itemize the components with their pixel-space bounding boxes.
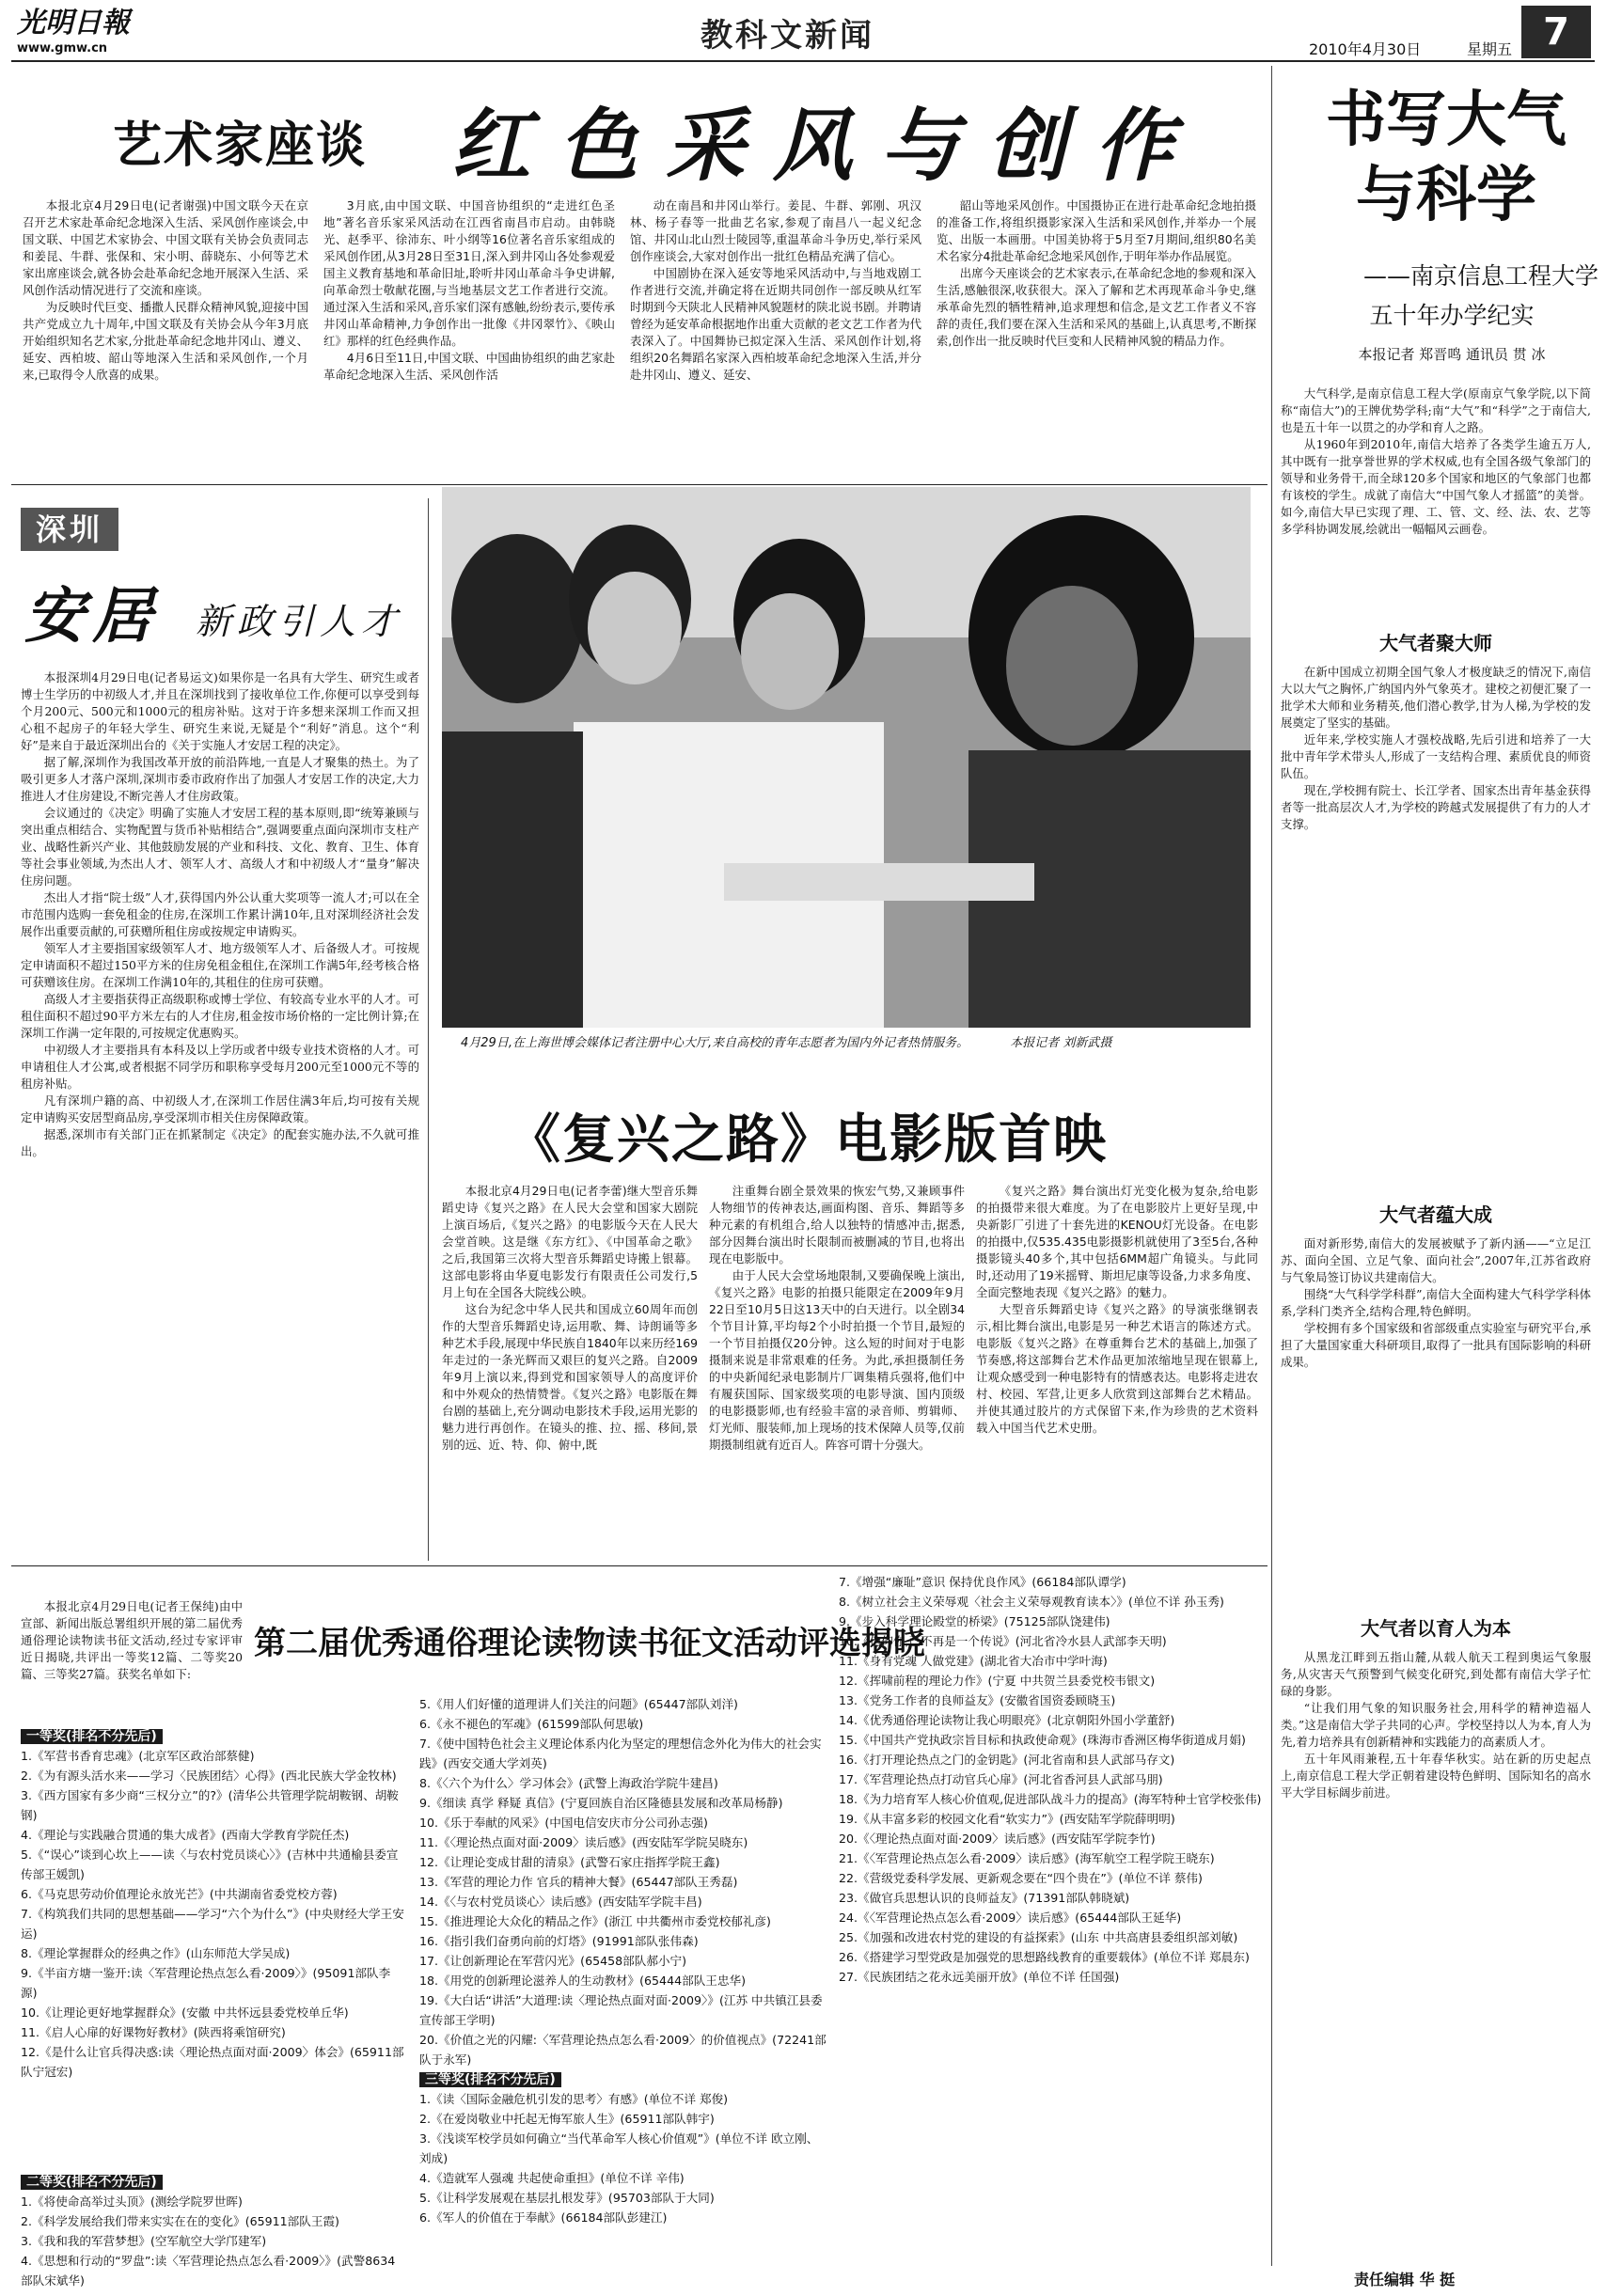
paragraph: 这台为纪念中华人民共和国成立60周年而创作的大型音乐舞蹈史诗,运用歌、舞、诗朗诵等多种艺术手段,展现中华民族自1840年以来历经169年走过的一条光辉而又艰巨的复兴之路。自2009年9月上演以来,得到党和国家领导人的高度评价和中外观众的热情赞誉。《复兴之路》电影版在舞台剧的基础上,充分调动电影技术手段,运用光影的魅力进行再创作。在镜头的推、拉、摇、移间,景别的远、近、特、仰、俯中,既 xyxy=(442,1302,698,1452)
list-item: 10.《乐于奉献的风采》(中国电信安庆市分公司孙志强) xyxy=(419,1816,708,1830)
photo-illustration xyxy=(442,487,1251,1028)
website-url: www.gmw.cn xyxy=(17,41,108,55)
right-feature-intro xyxy=(1281,385,1591,611)
paragraph: 据悉,深圳市有关部门正在抓紧制定《决定》的配套实施办法,不久就可推出。 xyxy=(21,1127,419,1158)
list-item: 18.《用党的创新理论滋养人的生动教材》(65444部队王忠华) xyxy=(419,1974,746,1988)
masthead-rule xyxy=(11,60,1595,62)
list-item: 17.《军营理论热点打动官兵心扉》(河北省香河县人武部马朋) xyxy=(839,1772,1163,1786)
fuxing-article-col3 xyxy=(976,1183,1258,1559)
paragraph: 韶山等地采风创作。中国摄协正在进行赴革命纪念地拍摄的准备工作,将组织摄影家深入生活和采风创作,并举办一个展览、出版一本画册。中国美协将于5月至7月期间,组织80名美术名家分4批赴革命纪念地采风创作,于明年举办作品展览。 xyxy=(937,198,1256,263)
list-item: 11.《启人心扉的好课物好教材》(陕西将乘馆研究) xyxy=(21,2025,286,2039)
art-article-col2 xyxy=(323,197,615,480)
paragraph: 本报北京4月29日电(记者李蕾)继大型音乐舞蹈史诗《复兴之路》在人民大会堂和国家大剧院上演百场后,《复兴之路》的电影版今天在人民大会堂首映。这是继《东方红》、《中国革命之歌》之后,我国第三次将大型音乐舞蹈史诗搬上银幕。这部电影将由华夏电影发行有限责任公司发行,5月上旬在全国各大院线公映。 xyxy=(442,1184,698,1299)
paragraph: 本报深圳4月29日电(记者易运文)如果你是一名具有大学生、研究生或者博士生学历的中初级人才,并且在深圳找到了接收单位工作,你便可以享受到每个月200元、500元和1000元的租房补贴。这对于许多想来深圳工作而又担心租不起房子的年轻大学生、研究生来说,无疑是个“利好”消息。这个“利好”是来自于最近深圳出台的《关于实施人才安居工程的决定》。 xyxy=(21,670,419,752)
list-item: 3.《西方国家有多少商“三权分立”的?》(清华公共管理学院胡鞍钢、胡鞍钢) xyxy=(21,1788,399,1822)
list-item: 16.《指引我们奋勇向前的灯塔》(91991部队张伟森) xyxy=(419,1934,699,1948)
paragraph: 会议通过的《决定》明确了实施人才安居工程的基本原则,即“统筹兼顾与突出重点相结合、实物配置与货币补贴相结合”,强调要重点面向深圳市支柱产业、战略性新兴产业、其他鼓励发展的产业和科技、文化、教育、卫生、体育等社会事业领域,为杰出人才、领军人才、高级人才和中初级人才“量身”解决住房问题。 xyxy=(21,806,419,888)
shenzhen-title-main: 安居 xyxy=(24,581,160,652)
list-item: 7.《构筑我们共同的思想基础——学习“六个为什么”》(中央财经大学王安运) xyxy=(21,1907,404,1941)
list-item: 12.《是什么让官兵得决惑:读〈理论热点面对面·2009〉体会》(65911部队宁冠宏) xyxy=(21,2045,404,2079)
list-item: 4.《思想和行动的“罗盘”:读〈军营理论热点怎么看·2009〉》(武警8634部队宋斌华) xyxy=(21,2254,396,2288)
photo-credit: 本报记者 刘新武摄 xyxy=(1010,1036,1112,1050)
paragraph: 3月底,由中国文联、中国音协组织的“走进红色圣地”著名音乐家采风活动在江西省南昌市启动。由韩晓光、赵季平、徐沛东、叶小纲等16位著名音乐家组成的采风创作团,从3月28日至31日,深入到井冈山各处参观爱国主义教育基地和革命旧址,聆听井冈山革命斗争史讲解,向革命烈士敬献花圈,与当地基层文艺工作者进行交流。通过深入生活和采风,音乐家们深有感触,纷纷表示,要传承井冈山革命精神,力争创作出一批像《井冈翠竹》、《映山红》那样的红色经典作品。 xyxy=(323,198,615,348)
list-item: 17.《让创新理论在军营闪光》(65458部队郝小宁) xyxy=(419,1954,687,1968)
list-item: 18.《为力培育军人核心价值观,促进部队战斗力的提高》(海军特种士官学校张伟) xyxy=(839,1792,1262,1806)
first-prize-label: 一等奖(排名不分先后) xyxy=(21,1729,163,1744)
list-item: 5.《让科学发展观在基层扎根发芽》(95703部队于大同) xyxy=(419,2191,715,2205)
column-separator-right xyxy=(1271,66,1272,2266)
list-item: 3.《浅谈军校学员如何确立“当代革命军人核心价值观”》(单位不详 欧立刚、刘成) xyxy=(419,2131,819,2165)
list-item: 2.《在爱岗敬业中托起无悔军旅人生》(65911部队韩宇) xyxy=(419,2112,715,2126)
paragraph: 中初级人才主要指具有本科及以上学历或者中级专业技术资格的人才。可申请租住人才公寓,或者根据不同学历和职称享受每月200元至1000元不等的租房补贴。 xyxy=(21,1043,419,1091)
list-item: 21.《〈军营理论热点怎么看·2009〉读后感》(海军航空工程学院王晓东) xyxy=(839,1851,1215,1865)
paragraph: 据了解,深圳作为我国改革开放的前沿阵地,一直是人才聚集的热土。为了吸引更多人才落户深圳,深圳市委市政府作出了加强人才安居工作的决定,大力推进人才住房建设,不断完善人才住房政策。 xyxy=(21,755,419,803)
section-title: 教科文新闻 xyxy=(701,17,874,55)
right-section-body xyxy=(1281,664,1591,1190)
list-item: 15.《中国共产党执政宗旨目标和执政使命观》(珠海市香洲区梅华街道成月娟) xyxy=(839,1733,1246,1747)
list-item: 8.《树立社会主义荣辱观〈社会主义荣辱观教育读本〉》(单位不详 孙玉秀) xyxy=(839,1595,1224,1609)
essay-contest-intro xyxy=(21,1598,243,1719)
list-item: 5.《“误心”谈到心坎上——读〈与农村党员谈心〉》(吉林中共通榆县委宣传部王媛凯) xyxy=(21,1848,399,1881)
list-item: 14.《〈与农村党员谈心〉读后感》(西安陆军学院丰昌) xyxy=(419,1895,702,1909)
right-feature-subtitle: ——南京信息工程大学 xyxy=(1362,262,1598,290)
list-item: 4.《造就军人强魂 共起使命重担》(单位不详 辛伟) xyxy=(419,2171,685,2185)
editor-credit: 责任编辑 华 挺 xyxy=(1354,2271,1456,2288)
list-item: 6.《马克思劳动价值理论永放光芒》(中共湖南省委党校方蓉) xyxy=(21,1887,338,1901)
list-item: 6.《永不褪色的军魂》(61599部队何思敏) xyxy=(419,1717,644,1731)
title-line: 与科学 xyxy=(1356,161,1536,230)
art-article-col3 xyxy=(630,197,921,480)
paragraph: 中国剧协在深入延安等地采风活动中,与当地戏剧工作者进行交流,并确定将在近期共同创作一部反映从红军时期到今天陕北人民精神风貌题材的陕北说书剧。并聘请曾经为延安革命根据地作出重大贡献的老文艺工作者为代表深入了。中国舞协已拟定深入生活、采风创作计划,将组织20名舞蹈名家深入西柏坡革命纪念地深入生活,并分赴井冈山、遵义、延安、 xyxy=(630,266,921,382)
list-item: 15.《推进理论大众化的精品之作》(浙江 中共衢州市委党校郁礼彦) xyxy=(419,1914,771,1928)
paragraph: 大型音乐舞蹈史诗《复兴之路》的导演张继钢表示,相比舞台演出,电影是另一种艺术语言的陈述方式。电影版《复兴之路》在尊重舞台艺术的基础上,加强了节奏感,将这部舞台艺术作品更加浓缩地呈现在银幕上,让观众感受到一种电影特有的情感表达。电影将走进农村、校园、军营,让更多人欣赏到这部舞台艺术精品。并使其通过胶片的方式保留下来,作为珍贵的艺术资料载入中国当代艺术史册。 xyxy=(976,1302,1258,1435)
list-item: 25.《加强和改进农村党的建设的有益探索》(山东 中共高唐县委组织部刘敏) xyxy=(839,1930,1238,1944)
paragraph: 动在南昌和井冈山举行。姜昆、牛群、郭刚、巩汉林、杨子春等一批曲艺名家,参观了南昌八一起义纪念馆、井冈山北山烈士陵园等,重温革命斗争历史,举行采风创作座谈会,大家对创作出一批红色精品充满了信心。 xyxy=(630,198,921,263)
paragraph: 本报北京4月29日电(记者谢强)中国文联今天在京召开艺术家赴革命纪念地深入生活、采风创作座谈会,中国文联、中国艺术家协会、中国文联有关协会负责同志和姜昆、牛群、张保和、宋小明、薛晓东、小何等艺术家出席座谈会,就各协会赴革命纪念地开展深入生活、采风创作活动情况进行了交流和座谈。 xyxy=(23,198,308,297)
right-section-heading: 大气者蕴大成 xyxy=(1379,1203,1492,1226)
list-item: 7.《增强“廉耻”意识 保持优良作风》(66184部队谭学) xyxy=(839,1575,1126,1589)
list-item: 23.《做官兵思想认识的良师益友》(71391部队韩晓斌) xyxy=(839,1891,1130,1905)
list-item: 8.《〈六个为什么〉学习体会》(武警上海政治学院牛建昌) xyxy=(419,1776,718,1790)
essay-contest-title: 第二届优秀通俗理论读物读书征文活动评选揭晓 xyxy=(254,1625,925,1662)
list-item: 9.《步入科学理论殿堂的桥梁》(75125部队饶建伟) xyxy=(839,1614,1110,1628)
list-item: 20.《〈理论热点面对面·2009〉读后感》(西安陆军学院李竹) xyxy=(839,1832,1156,1846)
list-item: 19.《大白话“讲活”大道理:读〈理论热点面对面·2009〉》(江苏 中共镇江县委宣传部王学明) xyxy=(419,1993,823,2027)
region-tag: 深圳 xyxy=(21,508,118,551)
list-item: 24.《〈军营理论热点怎么看·2009〉读后感》(65444部队王延华) xyxy=(839,1911,1182,1925)
paragraph: 面对新形势,南信大的发展被赋予了新内涵——“立足江苏、面向全国、立足气象、面向社会”,2007年,江苏省政府与气象局签订协议共建南信大。 xyxy=(1281,1236,1591,1284)
issue-date: 2010年4月30日 xyxy=(1309,40,1422,58)
list-item: 20.《价值之光的闪耀:〈军营理论热点怎么看·2009〉的价值视点》(72241部队于永军) xyxy=(419,2033,827,2067)
third-prize-list xyxy=(839,1572,1262,2292)
list-item: 9.《细读 真学 释疑 真信》(宁夏回族自治区隆德县发展和改革局杨静) xyxy=(419,1796,783,1810)
list-item: 11.《身有党魂 人做党建》(湖北省大冶市中学叶海) xyxy=(839,1654,1108,1668)
paragraph: 近年来,学校实施人才强校战略,先后引进和培养了一大批中青年学术带头人,形成了一支结构合理、素质优良的师资队伍。 xyxy=(1281,732,1591,780)
list-item: 2.《为有源头活水来——学习〈民族团结〉心得》(西北民族大学金牧林) xyxy=(21,1769,397,1783)
paragraph: 注重舞台剧全景效果的恢宏气势,又兼顾事件人物细节的传神表达,画面构图、音乐、舞蹈等多种元素的有机组合,给人以独特的情感冲击,据悉,部分因舞台演出时长限制而被删减的节目,也将出现在电影版中。 xyxy=(709,1184,965,1266)
paragraph: 杰出人才指“院士级”人才,获得国内外公认重大奖项等一流人才;可以在全市范围内选购一套免租金的住房,在深圳工作累计满10年,且对深圳经济社会发展作出重要贡献的,可获赠所租住房或按规定申请购买。 xyxy=(21,890,419,938)
list-item: 4.《理论与实践融合贯通的集大成者》(西南大学教育学院任杰) xyxy=(21,1828,350,1842)
list-item: 27.《民族团结之花永远美丽开放》(单位不详 任国强) xyxy=(839,1970,1120,1984)
right-section-heading: 大气者以育人为本 xyxy=(1361,1617,1511,1640)
list-item: 13.《党务工作者的良师益友》(安徽省国资委顾晓玉) xyxy=(839,1693,1116,1707)
list-item: 1.《读〈国际金融危机引发的思考〉有感》(单位不详 郑俊) xyxy=(419,2092,729,2106)
list-item: 16.《打开理论热点之门的金钥匙》(河北省南和县人武部马存文) xyxy=(839,1753,1175,1767)
paragraph: 学校拥有多个国家级和省部级重点实验室与研究平台,承担了大量国家重大科研项目,取得了一批具有国际影响的科研成果。 xyxy=(1281,1321,1591,1369)
right-section-body xyxy=(1281,1235,1591,1593)
paragraph: 围绕“大气科学学科群”,南信大全面构建大气科学学科体系,学科门类齐全,结构合理,特色鲜明。 xyxy=(1281,1287,1591,1318)
list-item: 10.《让理论更好地掌握群众》(安徽 中共怀远县委党校单丘华) xyxy=(21,2005,349,2020)
paragraph: 领军人才主要指国家级领军人才、地方级领军人才、后备级人才。可按规定申请面积不超过150平方米的住房免租金租住,在深圳工作满5年,经考核合格可获赠该住房。在深圳工作满10年的,其租住的住房可获赠。 xyxy=(21,941,419,989)
list-item: 13.《军营的理论力作 官兵的精神大餐》(65447部队王秀磊) xyxy=(419,1875,738,1889)
news-photo xyxy=(442,487,1251,1028)
art-article-title-main: 红色采风与创作 xyxy=(451,99,1203,192)
paragraph: 在新中国成立初期全国气象人才极度缺乏的情况下,南信大以大气之胸怀,广纳国内外气象英才。建校之初便汇聚了一批学术大师和业务精英,他们潜心教学,甘为人梯,为学校的发展奠定了坚实的基础。 xyxy=(1281,665,1591,730)
list-item: 5.《用人们好懂的道理讲人们关注的问题》(65447部队刘洋) xyxy=(419,1697,738,1711)
column-separator-left xyxy=(428,498,429,1561)
shenzhen-article-body xyxy=(21,669,419,1561)
third-prize-label: 三等奖(排名不分先后) xyxy=(419,2072,561,2087)
art-article-col4 xyxy=(937,197,1256,480)
list-item: 1.《军营书香育忠魂》(北京军区政治部蔡健) xyxy=(21,1749,255,1763)
paragraph: 从黑龙江畔到五指山麓,从载人航天工程到奥运气象服务,从灾害天气预警到气候变化研究,到处都有南信大学子忙碌的身影。 xyxy=(1281,1650,1591,1698)
right-section-heading: 大气者聚大师 xyxy=(1379,632,1492,654)
list-item: 7.《使中国特色社会主义理论体系内化为坚定的理想信念外化为伟大的社会实践》(西安交通大学刘英) xyxy=(419,1737,822,1770)
shenzhen-title-rest: 新政引人才 xyxy=(196,601,403,642)
art-article-title-lead: 艺术家座谈 xyxy=(113,118,368,174)
paragraph: 由于人民大会堂场地限制,又要确保晚上演出,《复兴之路》电影的拍摄只能限定在2009年9月22日至10月5日这13天中的白天进行。以全剧34个节目计算,平均每2个小时拍摄一个节目,最短的一个节目拍摄仅20分钟。这么短的时间对于电影摄制来说是非常艰难的任务。为此,承担摄制任务的中央新闻纪录电影制片厂调集精兵强将,他们中有履获国际、国家级奖项的电影导演、国内顶级的电影摄影师,也有经验丰富的录音师、剪辑师、灯光师、服装师,加上现场的技术保障人员等,仅前期摄制组就有近百人。阵容可谓十分强大。 xyxy=(709,1268,965,1452)
second-prize-label: 二等奖(排名不分先后) xyxy=(21,2175,163,2190)
list-item: 12.《挥啸前程的理论力作》(宁夏 中共贺兰县委党校韦银文) xyxy=(839,1674,1156,1688)
paragraph: 从1960年到2010年,南信大培养了各类学生逾五万人,其中既有一批享誉世界的学术权威,也有全国各级气象部门的领导和业务骨干,而全球120多个国家和地区的气象部门也都有该校的学生。成就了南信大“中国气象人才摇篮”的美誉。如今,南信大早已实现了理、工、管、文、经、法、农、艺等多学科协调发展,绘就出一幅幅风云画卷。 xyxy=(1281,437,1591,536)
essay-top-rule xyxy=(11,1565,1267,1566)
list-item: 9.《半亩方塘一鉴开:读〈军营理论热点怎么看·2009〉》(95091部队李源) xyxy=(21,1966,391,2000)
paragraph: 凡有深圳户籍的高、中初级人才,在深圳工作居住满3年后,均可按有关规定申请购买安居型商品房,享受深圳市相关住房保障政策。 xyxy=(21,1093,419,1124)
right-feature-byline: 本报记者 郑晋鸣 通讯员 贯 冰 xyxy=(1358,346,1546,363)
list-item: 22.《营级党委科学发展、更新观念要在“四个贵在”》(单位不详 蔡伟) xyxy=(839,1871,1203,1885)
paragraph: 五十年风雨兼程,五十年春华秋实。站在新的历史起点上,南京信息工程大学正朝着建设特色鲜明、国际知名的高水平大学目标阔步前进。 xyxy=(1281,1752,1591,1800)
paragraph: 高级人才主要指获得正高级职称或博士学位、有较高专业水平的人才。可租住面积不超过90平方米左右的人才住房,租金按市场价格的一定比例计算;在深圳工作满一定年限的,可按规定优惠购买。 xyxy=(21,992,419,1040)
fuxing-title: 《复兴之路》电影版首映 xyxy=(508,1109,1108,1171)
list-item: 19.《从丰富多彩的校园文化看“软实力”》(西安陆军学院薛明明) xyxy=(839,1812,1175,1826)
paragraph: 出席今天座谈会的艺术家表示,在革命纪念地的参观和深入生活,感触很深,收获很大。深入了解和艺术再现革命斗争史,继承革命先烈的牺牲精神,追求理想和信念,是文艺工作者义不容辞的责任,我们要在深入生活和采风的基础上,认真思考,不断探索,创作出一批反映时代巨变和人民精神风貌的精品力作。 xyxy=(937,266,1256,348)
right-feature-subtitle-2: 五十年办学纪实 xyxy=(1369,302,1535,329)
list-item: 6.《军人的价值在于奉献》(66184部队彭建江) xyxy=(419,2210,668,2225)
list-item: 10.《信仰你,已不再是一个传说》(河北省冷水县人武部李天明) xyxy=(839,1634,1167,1648)
fuxing-article-col2 xyxy=(709,1183,965,1559)
paragraph: 大气科学,是南京信息工程大学(原南京气象学院,以下简称“南信大”)的王牌优势学科;南“大气”和“科学”之于南信大,也是五十年一以贯之的办学和育人之路。 xyxy=(1281,386,1591,434)
fuxing-article-col1 xyxy=(442,1183,698,1559)
paragraph: 现在,学校拥有院士、长江学者、国家杰出青年基金获得者等一批高层次人才,为学校的跨越式发展提供了有力的人才支撑。 xyxy=(1281,783,1591,831)
list-item: 11.《〈理论热点面对面·2009〉读后感》(西安陆军学院吴晓东) xyxy=(419,1835,748,1849)
list-item: 14.《优秀通俗理论读物让我心明眼亮》(北京朝阳外国小学董舒) xyxy=(839,1713,1175,1727)
paragraph: 为反映时代巨变、播撒人民群众精神风貌,迎接中国共产党成立九十周年,中国文联及有关协会从今年3月底开始组织知名艺术家,分批赴革命纪念地井冈山、遵义、延安、西柏坡、韶山等地深入生活和采风创作,一个月来,已取得令人欣喜的成果。 xyxy=(23,300,308,382)
second-prize-list-b xyxy=(419,1694,829,2292)
first-prize-list xyxy=(21,1726,406,2168)
art-article-col1 xyxy=(23,197,308,480)
newspaper-logo: 光明日報 xyxy=(17,7,130,39)
list-item: 1.《将使命高举过头顶》(测绘学院罗世晖) xyxy=(21,2194,243,2209)
issue-weekday: 星期五 xyxy=(1467,40,1513,58)
list-item: 12.《让理论变成甘甜的清泉》(武警石家庄指挥学院王鑫) xyxy=(419,1855,720,1869)
list-item: 8.《理论掌握群众的经典之作》(山东师范大学吴成) xyxy=(21,1946,291,1960)
list-item: 26.《搭建学习型党政是加强党的思想路线教育的重要载体》(单位不详 郑晨东) xyxy=(839,1950,1250,1964)
art-article-bottom-rule xyxy=(11,484,1267,485)
photo-caption xyxy=(461,1032,1251,1050)
paragraph: 《复兴之路》舞台演出灯光变化极为复杂,给电影的拍摄带来很大难度。为了在电影胶片上更好呈现,中央新影厂引进了十套先进的KENOU灯光设备。在电影的拍摄中,仅535.435电影摄影机就使用了3至5台,各种摄影镜头40多个,其中包括6MM超广角镜头。与此同时,还动用了19米摇臂、斯坦尼康等设备,力求多角度、全面完整地表现《复兴之路》的魅力。 xyxy=(976,1184,1258,1299)
paragraph: “让我们用气象的知识服务社会,用科学的精神造福人类。”这是南信大学子共同的心声。学校坚持以人为本,育人为先,着力培养具有创新精神和实践能力的高素质人才。 xyxy=(1281,1701,1591,1749)
list-item: 3.《我和我的军营梦想》(空军航空大学邝建军) xyxy=(21,2234,267,2248)
second-prize-list-a xyxy=(21,2172,406,2294)
title-line: 书写大气 xyxy=(1326,86,1567,155)
page-number: 7 xyxy=(1521,6,1591,58)
right-feature-title xyxy=(1296,83,1597,233)
list-item: 2.《科学发展给我们带来实实在在的变化》(65911部队王霞) xyxy=(21,2214,339,2228)
caption-text: 4月29日,在上海世博会媒体记者注册中心大厅,来自高校的青年志愿者为国内外记者热情服务。 xyxy=(461,1036,969,1050)
paragraph: 4月6日至11日,中国文联、中国曲协组织的曲艺家赴革命纪念地深入生活、采风创作活 xyxy=(323,351,615,382)
right-section-body xyxy=(1281,1649,1591,2251)
paragraph: 本报北京4月29日电(记者王保纯)由中宣部、新闻出版总署组织开展的第二届优秀通俗理论读物读书征文活动,经过专家评审近日揭晓,共评出一等奖12篇、二等奖20篇、三等奖27篇。获奖名单如下: xyxy=(21,1599,243,1681)
